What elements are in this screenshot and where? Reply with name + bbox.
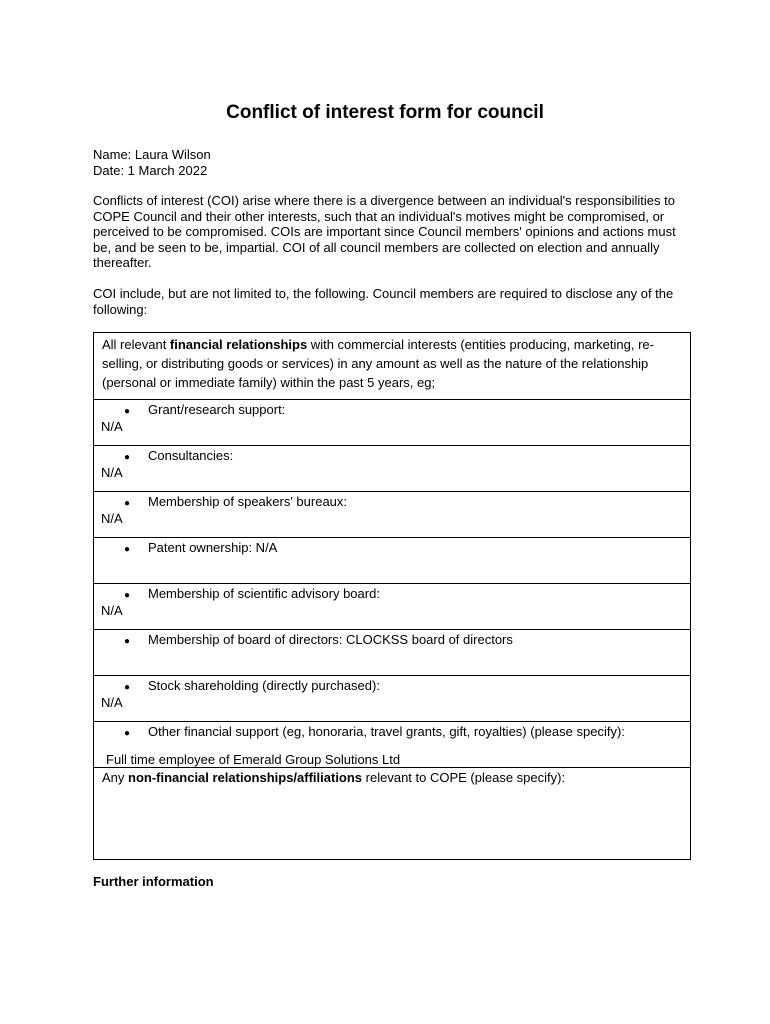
nonfin-suffix: relevant to COPE (please specify): (362, 770, 566, 785)
financial-suffix: with commercial interests (entities producing, marketing, re-selling, or distributing goods or services) in any amount as well as the nature of the relationship (personal or immediate family) within the past 5 years, eg; (102, 337, 654, 390)
item-label: Membership of speakers' bureaux: (148, 494, 348, 509)
patent-cell (94, 538, 691, 584)
board-directors-cell (94, 630, 691, 676)
bullet-icon: ● (124, 636, 131, 647)
nonfin-bold: non-financial relationships/affiliations (128, 770, 363, 785)
page-title: Conflict of interest form for council (226, 102, 544, 123)
name-line: Name: Laura Wilson (93, 147, 211, 162)
grant-cell (94, 400, 691, 446)
item-value: Full time employee of Emerald Group Solutions Ltd (106, 752, 401, 767)
item-value: N/A (101, 465, 123, 480)
table-row (94, 676, 691, 722)
financial-bold: financial relationships (169, 337, 308, 352)
bullet-icon: ● (124, 544, 131, 555)
date-line: Date: 1 March 2022 (93, 163, 208, 178)
table-row (94, 722, 691, 768)
financial-intro-cell (94, 333, 691, 400)
consultancies-cell (94, 446, 691, 492)
table-row (94, 400, 691, 446)
financial-prefix: All relevant (102, 337, 170, 352)
table-row (94, 446, 691, 492)
advisory-board-cell (94, 584, 691, 630)
bullet-icon: ● (124, 498, 131, 509)
bullet-icon: ● (124, 728, 131, 739)
financial-intro-row (94, 333, 691, 400)
non-financial-row (94, 768, 691, 860)
item-value: N/A (101, 511, 123, 526)
nonfin-prefix: Any (102, 770, 129, 785)
item-value: N/A (101, 695, 123, 710)
item-value: N/A (101, 419, 123, 434)
bullet-icon: ● (124, 590, 131, 601)
item-value: N/A (101, 603, 123, 618)
stock-cell (94, 676, 691, 722)
bullet-icon: ● (124, 452, 131, 463)
table-row (94, 492, 691, 538)
bullet-icon: ● (124, 682, 131, 693)
item-label: Membership of scientific advisory board: (148, 586, 380, 601)
intro-paragraph: Conflicts of interest (COI) arise where there is a divergence between an individual's responsibilities to COPE Council and their other interests, such that an individual's motives might be compromised, or perceived to be compromised. COIs are important since Council members' opinions and actions must be, and be seen to be, impartial. COI of all council members are collected on election and annually thereafter. (93, 193, 676, 270)
table-row (94, 584, 691, 630)
item-label: Consultancies: (148, 448, 234, 463)
table-row (94, 630, 691, 676)
item-label: Membership of board of directors: CLOCKSS board of directors (148, 632, 513, 647)
item-label: Patent ownership: N/A (148, 540, 278, 555)
other-support-cell (94, 722, 691, 768)
item-label: Grant/research support: (148, 402, 286, 417)
item-label: Other financial support (eg, honoraria, travel grants, gift, royalties) (please specify): (148, 724, 625, 739)
item-label: Stock shareholding (directly purchased): (148, 678, 380, 693)
disclose-paragraph: COI include, but are not limited to, the following. Council members are required to disclose any of the following: (93, 286, 674, 317)
table-row (94, 538, 691, 584)
further-information-heading: Further information (93, 874, 214, 889)
meta-block (93, 147, 211, 179)
coi-table (93, 332, 691, 860)
speakers-bureaux-cell (94, 492, 691, 538)
non-financial-cell (94, 768, 691, 860)
bullet-icon: ● (124, 406, 131, 417)
